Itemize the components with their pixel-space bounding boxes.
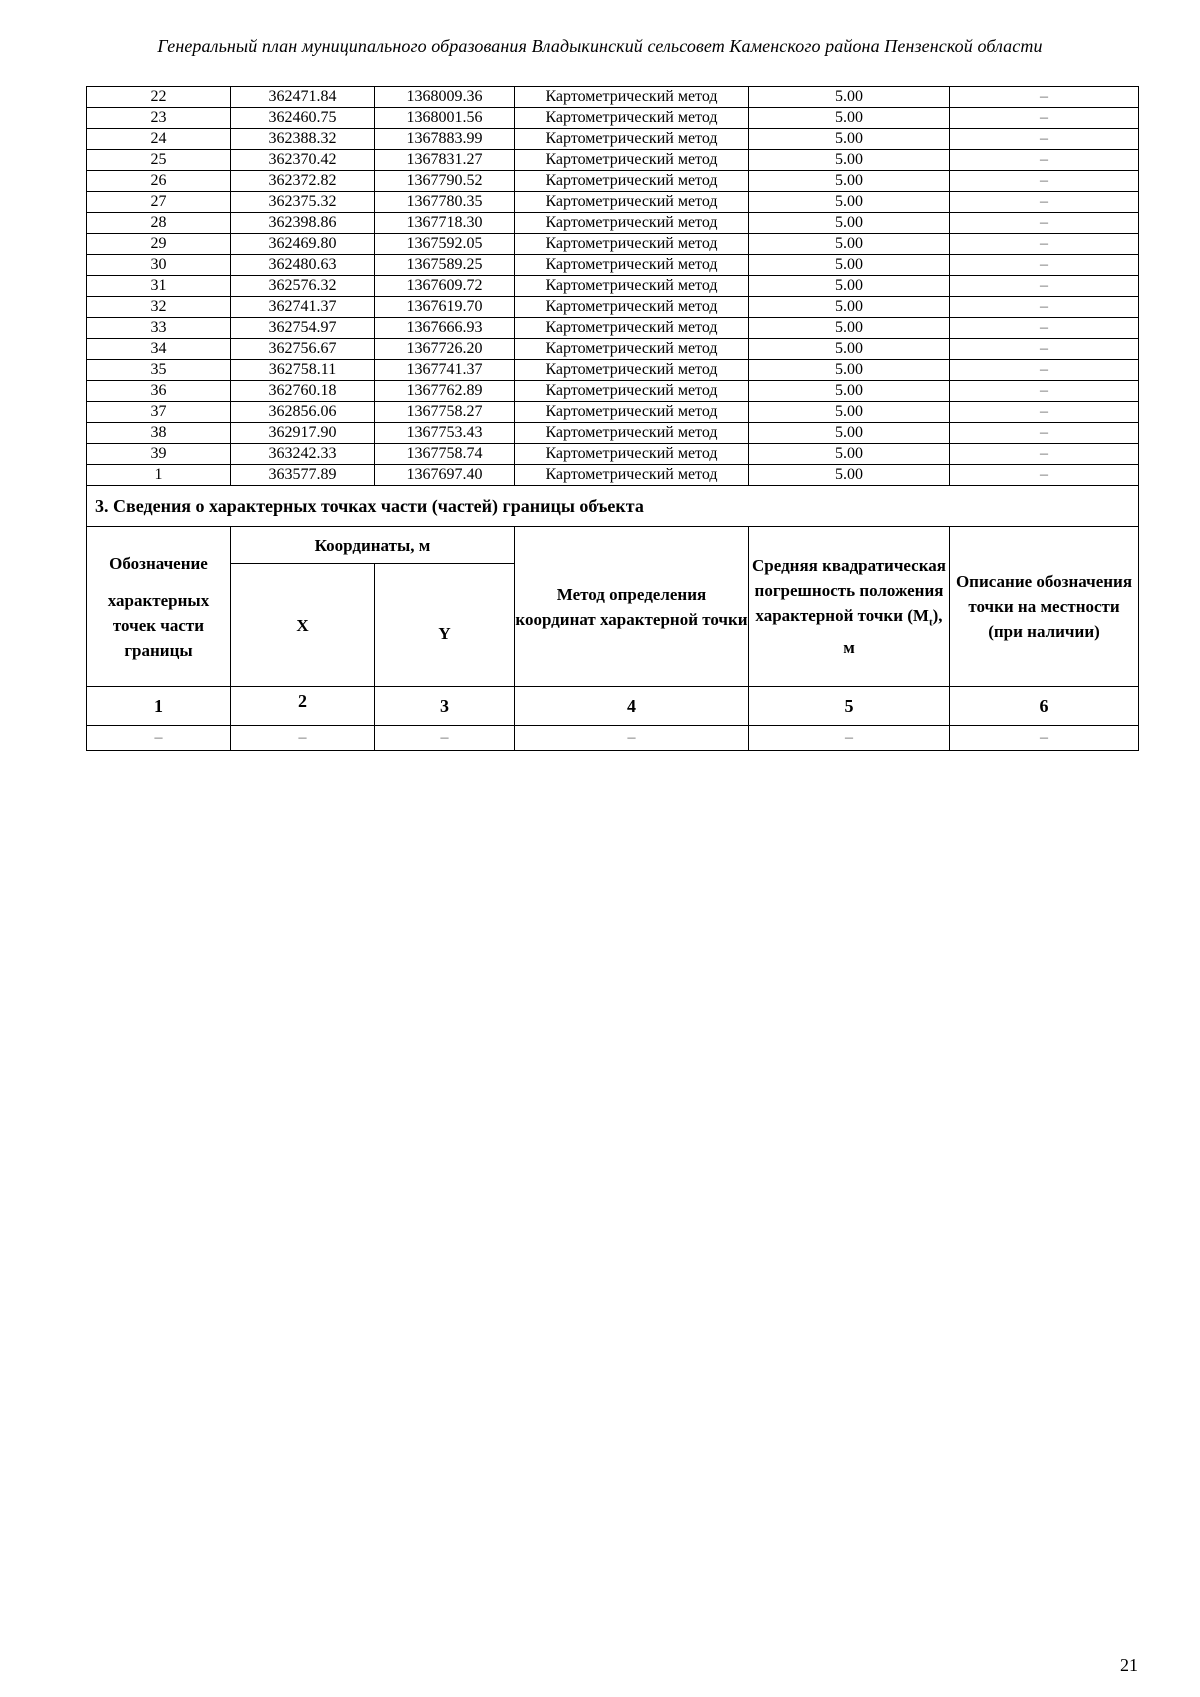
section-3-title: 3. Сведения о характерных точках части (частей) границы объекта xyxy=(87,486,1139,527)
column-number-1: 1 xyxy=(87,687,231,726)
table-row xyxy=(87,339,1139,360)
table-row xyxy=(87,297,1139,318)
empty-cell: – xyxy=(231,726,375,751)
column-number-4: 4 xyxy=(515,687,749,726)
mean-error-cell: 5.00 xyxy=(749,318,950,339)
empty-cell: – xyxy=(515,726,749,751)
y-coordinate-cell: 1367790.52 xyxy=(375,171,515,192)
description-cell: – xyxy=(950,360,1139,381)
mean-error-cell: 5.00 xyxy=(749,213,950,234)
x-coordinate-cell: 362576.32 xyxy=(231,276,375,297)
mean-error-cell: 5.00 xyxy=(749,150,950,171)
mean-error-cell: 5.00 xyxy=(749,402,950,423)
data-rows xyxy=(87,87,1139,486)
header-designation-line1: Обозначение xyxy=(109,553,208,573)
table-row xyxy=(87,234,1139,255)
header-description: Описание обозначения точки на местности (при наличии) xyxy=(950,527,1139,687)
point-number-cell: 22 xyxy=(87,87,231,108)
point-number-cell: 34 xyxy=(87,339,231,360)
x-coordinate-cell: 362469.80 xyxy=(231,234,375,255)
y-coordinate-cell: 1368001.56 xyxy=(375,108,515,129)
x-coordinate-cell: 363242.33 xyxy=(231,444,375,465)
description-cell: – xyxy=(950,108,1139,129)
table-row xyxy=(87,381,1139,402)
header-designation-line2: характерных точек части границы xyxy=(107,590,210,660)
x-coordinate-cell: 362754.97 xyxy=(231,318,375,339)
point-number-cell: 37 xyxy=(87,402,231,423)
table-row xyxy=(87,129,1139,150)
method-cell: Картометрический метод xyxy=(515,444,749,465)
point-number-cell: 31 xyxy=(87,276,231,297)
table-row xyxy=(87,255,1139,276)
mean-error-cell: 5.00 xyxy=(749,444,950,465)
header-method: Метод определения координат характерной точки xyxy=(515,527,749,687)
header-mean-error-sub: t xyxy=(928,616,933,629)
x-coordinate-cell: 362471.84 xyxy=(231,87,375,108)
running-header: Генеральный план муниципального образования Владыкинский сельсовет Каменского района Пензенской области xyxy=(157,36,1043,56)
method-cell: Картометрический метод xyxy=(515,402,749,423)
mean-error-cell: 5.00 xyxy=(749,108,950,129)
column-number-3: 3 xyxy=(375,687,515,726)
y-coordinate-cell: 1367697.40 xyxy=(375,465,515,486)
method-cell: Картометрический метод xyxy=(515,297,749,318)
header-mean-error xyxy=(749,527,950,687)
point-number-cell: 32 xyxy=(87,297,231,318)
description-cell: – xyxy=(950,444,1139,465)
header-mean-error-text: Средняя квадратическая погрешность положения характерной точки (M xyxy=(752,555,946,625)
mean-error-cell: 5.00 xyxy=(749,276,950,297)
description-cell: – xyxy=(950,150,1139,171)
point-number-cell: 27 xyxy=(87,192,231,213)
method-cell: Картометрический метод xyxy=(515,129,749,150)
point-number-cell: 33 xyxy=(87,318,231,339)
mean-error-cell: 5.00 xyxy=(749,465,950,486)
x-coordinate-cell: 362758.11 xyxy=(231,360,375,381)
y-coordinate-cell: 1367753.43 xyxy=(375,423,515,444)
table-row xyxy=(87,171,1139,192)
method-cell: Картометрический метод xyxy=(515,318,749,339)
description-cell: – xyxy=(950,255,1139,276)
y-coordinate-cell: 1367666.93 xyxy=(375,318,515,339)
y-coordinate-cell: 1367741.37 xyxy=(375,360,515,381)
empty-cell: – xyxy=(375,726,515,751)
description-cell: – xyxy=(950,339,1139,360)
y-coordinate-cell: 1367592.05 xyxy=(375,234,515,255)
table-row xyxy=(87,423,1139,444)
mean-error-cell: 5.00 xyxy=(749,171,950,192)
header-y xyxy=(375,564,515,687)
x-coordinate-cell: 362741.37 xyxy=(231,297,375,318)
table-row xyxy=(87,402,1139,423)
mean-error-cell: 5.00 xyxy=(749,339,950,360)
x-coordinate-cell: 362756.67 xyxy=(231,339,375,360)
method-cell: Картометрический метод xyxy=(515,276,749,297)
y-coordinate-cell: 1367758.74 xyxy=(375,444,515,465)
method-cell: Картометрический метод xyxy=(515,423,749,444)
x-coordinate-cell: 362917.90 xyxy=(231,423,375,444)
mean-error-cell: 5.00 xyxy=(749,234,950,255)
table-row xyxy=(87,213,1139,234)
x-coordinate-cell: 362856.06 xyxy=(231,402,375,423)
empty-section-row xyxy=(87,726,1139,751)
mean-error-cell: 5.00 xyxy=(749,192,950,213)
table-row xyxy=(87,108,1139,129)
y-coordinate-cell: 1367883.99 xyxy=(375,129,515,150)
y-coordinate-cell: 1367718.30 xyxy=(375,213,515,234)
mean-error-cell: 5.00 xyxy=(749,87,950,108)
point-number-cell: 39 xyxy=(87,444,231,465)
method-cell: Картометрический метод xyxy=(515,108,749,129)
x-coordinate-cell: 362398.86 xyxy=(231,213,375,234)
header-coordinates: Координаты, м xyxy=(231,527,515,564)
point-number-cell: 29 xyxy=(87,234,231,255)
y-coordinate-cell: 1367726.20 xyxy=(375,339,515,360)
description-cell: – xyxy=(950,87,1139,108)
mean-error-cell: 5.00 xyxy=(749,129,950,150)
description-cell: – xyxy=(950,171,1139,192)
point-number-cell: 38 xyxy=(87,423,231,444)
point-number-cell: 36 xyxy=(87,381,231,402)
x-coordinate-cell: 362388.32 xyxy=(231,129,375,150)
mean-error-cell: 5.00 xyxy=(749,423,950,444)
x-coordinate-cell: 362480.63 xyxy=(231,255,375,276)
description-cell: – xyxy=(950,234,1139,255)
description-cell: – xyxy=(950,402,1139,423)
column-number-2-label: 2 xyxy=(298,691,307,711)
mean-error-cell: 5.00 xyxy=(749,297,950,318)
table-row xyxy=(87,360,1139,381)
point-number-cell: 28 xyxy=(87,213,231,234)
mean-error-cell: 5.00 xyxy=(749,360,950,381)
boundary-points-table xyxy=(86,86,1139,751)
description-cell: – xyxy=(950,423,1139,444)
method-cell: Картометрический метод xyxy=(515,465,749,486)
point-number-cell: 24 xyxy=(87,129,231,150)
page-number: 21 xyxy=(1120,1655,1138,1675)
description-cell: – xyxy=(950,276,1139,297)
x-coordinate-cell: 362760.18 xyxy=(231,381,375,402)
column-number-5: 5 xyxy=(749,687,950,726)
header-designation xyxy=(87,527,231,687)
method-cell: Картометрический метод xyxy=(515,339,749,360)
description-cell: – xyxy=(950,129,1139,150)
table-row xyxy=(87,465,1139,486)
mean-error-cell: 5.00 xyxy=(749,381,950,402)
point-number-cell: 30 xyxy=(87,255,231,276)
empty-cell: – xyxy=(749,726,950,751)
method-cell: Картометрический метод xyxy=(515,234,749,255)
description-cell: – xyxy=(950,297,1139,318)
description-cell: – xyxy=(950,318,1139,339)
y-coordinate-cell: 1367762.89 xyxy=(375,381,515,402)
header-mean-error-unit: ), м xyxy=(843,605,943,658)
empty-cell: – xyxy=(87,726,231,751)
point-number-cell: 1 xyxy=(87,465,231,486)
table-row xyxy=(87,150,1139,171)
column-number-6: 6 xyxy=(950,687,1139,726)
method-cell: Картометрический метод xyxy=(515,255,749,276)
mean-error-cell: 5.00 xyxy=(749,255,950,276)
point-number-cell: 25 xyxy=(87,150,231,171)
header-x: X xyxy=(231,564,375,687)
point-number-cell: 23 xyxy=(87,108,231,129)
method-cell: Картометрический метод xyxy=(515,171,749,192)
x-coordinate-cell: 363577.89 xyxy=(231,465,375,486)
table-row xyxy=(87,444,1139,465)
description-cell: – xyxy=(950,381,1139,402)
method-cell: Картометрический метод xyxy=(515,87,749,108)
y-coordinate-cell: 1367609.72 xyxy=(375,276,515,297)
table-row xyxy=(87,276,1139,297)
method-cell: Картометрический метод xyxy=(515,360,749,381)
description-cell: – xyxy=(950,213,1139,234)
empty-cell: – xyxy=(950,726,1139,751)
y-coordinate-cell: 1367831.27 xyxy=(375,150,515,171)
x-coordinate-cell: 362460.75 xyxy=(231,108,375,129)
method-cell: Картометрический метод xyxy=(515,192,749,213)
method-cell: Картометрический метод xyxy=(515,213,749,234)
x-coordinate-cell: 362370.42 xyxy=(231,150,375,171)
method-cell: Картометрический метод xyxy=(515,150,749,171)
table-row xyxy=(87,87,1139,108)
table-row xyxy=(87,192,1139,213)
y-coordinate-cell: 1368009.36 xyxy=(375,87,515,108)
table-row xyxy=(87,318,1139,339)
x-coordinate-cell: 362375.32 xyxy=(231,192,375,213)
y-coordinate-cell: 1367780.35 xyxy=(375,192,515,213)
header-y-label: Y xyxy=(438,623,451,643)
description-cell: – xyxy=(950,192,1139,213)
method-cell: Картометрический метод xyxy=(515,381,749,402)
description-cell: – xyxy=(950,465,1139,486)
column-number-2 xyxy=(231,687,375,726)
y-coordinate-cell: 1367758.27 xyxy=(375,402,515,423)
y-coordinate-cell: 1367619.70 xyxy=(375,297,515,318)
x-coordinate-cell: 362372.82 xyxy=(231,171,375,192)
y-coordinate-cell: 1367589.25 xyxy=(375,255,515,276)
point-number-cell: 35 xyxy=(87,360,231,381)
point-number-cell: 26 xyxy=(87,171,231,192)
